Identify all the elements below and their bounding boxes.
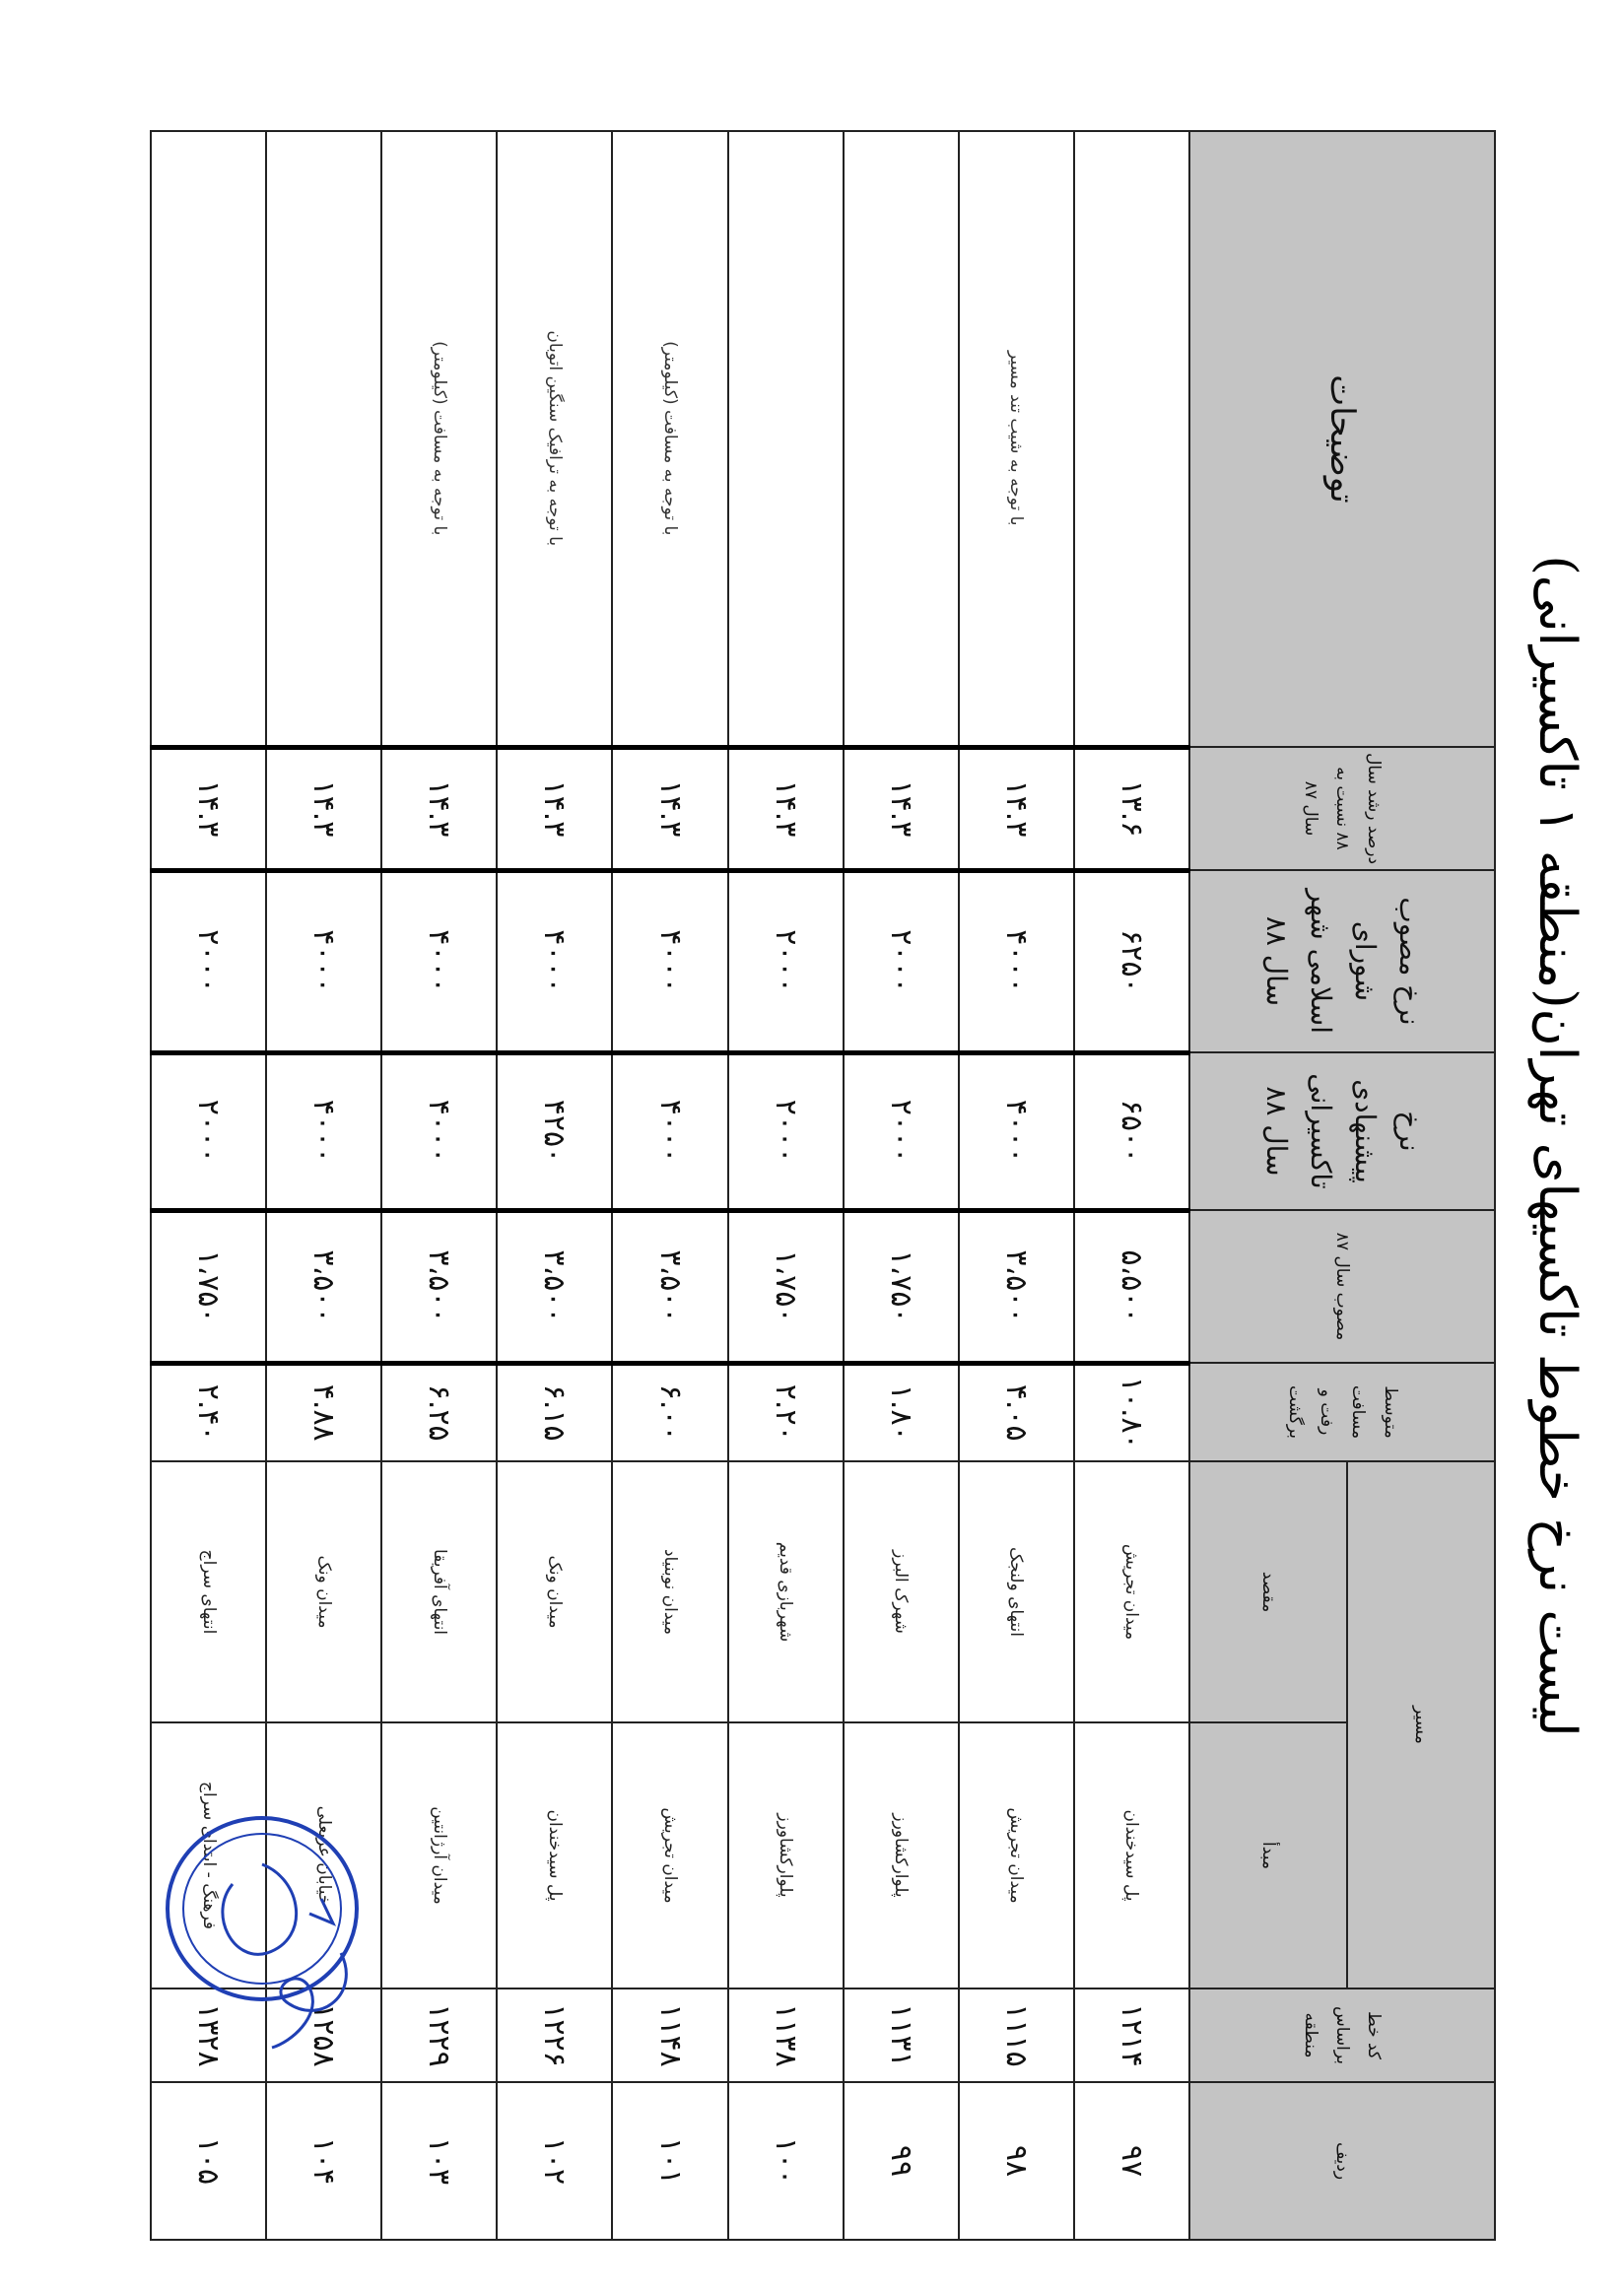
cell-line-code: ۱۲۱۴ xyxy=(1074,1989,1189,2082)
cell-growth: ۱۴.۳ xyxy=(151,747,266,870)
table-row xyxy=(959,131,1074,2240)
cell-growth: ۱۴.۳ xyxy=(728,747,844,870)
cell-growth: ۱۴.۳ xyxy=(844,747,959,870)
cell-row-no: ۱۰۱ xyxy=(612,2082,727,2240)
header-line-code: کد خط براساس منطقه xyxy=(1189,1989,1495,2082)
cell-notes xyxy=(151,131,266,747)
cell-growth: ۱۴.۳ xyxy=(381,747,497,870)
cell-avg-distance: ۶.۲۵ xyxy=(381,1363,497,1461)
cell-notes xyxy=(266,131,381,747)
table-row xyxy=(728,131,844,2240)
cell-avg-distance: ۱۰.۸۰ xyxy=(1074,1363,1189,1461)
cell-council-88: ۲۰۰۰ xyxy=(151,870,266,1052)
cell-row-no: ۱۰۰ xyxy=(728,2082,844,2240)
cell-council-88: ۶۲۵۰ xyxy=(1074,870,1189,1052)
cell-notes xyxy=(728,131,844,747)
cell-approved-87: ۳،۵۰۰ xyxy=(266,1210,381,1363)
cell-row-no: ۹۸ xyxy=(959,2082,1074,2240)
header-proposed-88: نرخ پیشنهادی تاکسیرانی سال ۸۸ xyxy=(1189,1052,1495,1210)
cell-destination: میدان نوبنیاد xyxy=(612,1461,727,1722)
council-seal-stamp xyxy=(154,1805,380,2052)
table-row xyxy=(612,131,727,2240)
cell-council-88: ۲۰۰۰ xyxy=(728,870,844,1052)
cell-growth: ۱۳.۶ xyxy=(1074,747,1189,870)
cell-origin: میدان آرژانتین xyxy=(381,1722,497,1989)
cell-notes xyxy=(1074,131,1189,747)
header-row-no: ردیف xyxy=(1189,2082,1495,2240)
cell-destination: انتهای سراج xyxy=(151,1461,266,1722)
cell-avg-distance: ۱.۸۰ xyxy=(844,1363,959,1461)
cell-approved-87: ۳،۵۰۰ xyxy=(497,1210,612,1363)
cell-row-no: ۹۹ xyxy=(844,2082,959,2240)
cell-growth: ۱۴.۳ xyxy=(612,747,727,870)
cell-council-88: ۴۰۰۰ xyxy=(959,870,1074,1052)
cell-destination: انتهای آفریقا xyxy=(381,1461,497,1722)
cell-notes: با توجه به شیب تند مسیر xyxy=(959,131,1074,747)
header-route: مسیر xyxy=(1347,1461,1495,1989)
cell-destination: میدان تجریش xyxy=(1074,1461,1189,1722)
cell-avg-distance: ۲.۲۰ xyxy=(728,1363,844,1461)
cell-row-no: ۹۷ xyxy=(1074,2082,1189,2240)
cell-line-code: ۱۲۲۹ xyxy=(381,1989,497,2082)
cell-proposed-88: ۲۰۰۰ xyxy=(728,1052,844,1210)
header-origin: مبدأ xyxy=(1189,1722,1347,1989)
cell-origin: پلوارکشاورز xyxy=(728,1722,844,1989)
cell-approved-87: ۱،۷۵۰ xyxy=(844,1210,959,1363)
table-row xyxy=(381,131,497,2240)
header-notes: توضیحات xyxy=(1189,131,1495,747)
cell-notes xyxy=(844,131,959,747)
cell-council-88: ۲۰۰۰ xyxy=(844,870,959,1052)
cell-avg-distance: ۶.۱۵ xyxy=(497,1363,612,1461)
cell-proposed-88: ۲۰۰۰ xyxy=(844,1052,959,1210)
cell-row-no: ۱۰۵ xyxy=(151,2082,266,2240)
header-approved-87: مصوب سال ۸۷ xyxy=(1189,1210,1495,1363)
table-row xyxy=(497,131,612,2240)
cell-proposed-88: ۴۰۰۰ xyxy=(266,1052,381,1210)
cell-destination: انتهای ولنجک xyxy=(959,1461,1074,1722)
cell-destination: میدان ونک xyxy=(266,1461,381,1722)
cell-destination: شهربازی قدیم xyxy=(728,1461,844,1722)
table-row xyxy=(844,131,959,2240)
cell-proposed-88: ۴۰۰۰ xyxy=(959,1052,1074,1210)
cell-proposed-88: ۶۵۰۰ xyxy=(1074,1052,1189,1210)
cell-approved-87: ۳،۵۰۰ xyxy=(381,1210,497,1363)
cell-origin: میدان تجریش xyxy=(612,1722,727,1989)
cell-destination: شهرک البرز xyxy=(844,1461,959,1722)
cell-approved-87: ۳،۵۰۰ xyxy=(959,1210,1074,1363)
cell-origin: پلوارکشاورز xyxy=(844,1722,959,1989)
cell-growth: ۱۴.۳ xyxy=(959,747,1074,870)
cell-avg-distance: ۴.۰۵ xyxy=(959,1363,1074,1461)
cell-proposed-88: ۴۰۰۰ xyxy=(612,1052,727,1210)
cell-approved-87: ۱،۷۵۰ xyxy=(728,1210,844,1363)
header-destination: مقصد xyxy=(1189,1461,1347,1722)
cell-notes: با توجه به مسافت (کیلومتر) xyxy=(381,131,497,747)
cell-approved-87: ۵،۵۰۰ xyxy=(1074,1210,1189,1363)
cell-avg-distance: ۶.۰۰ xyxy=(612,1363,727,1461)
header-row-1 xyxy=(1347,131,1495,2240)
cell-approved-87: ۱،۷۵۰ xyxy=(151,1210,266,1363)
cell-council-88: ۴۰۰۰ xyxy=(266,870,381,1052)
cell-growth: ۱۴.۳ xyxy=(266,747,381,870)
cell-line-code: ۱۱۱۵ xyxy=(959,1989,1074,2082)
cell-avg-distance: ۲.۴۰ xyxy=(151,1363,266,1461)
cell-approved-87: ۳،۵۰۰ xyxy=(612,1210,727,1363)
cell-line-code: ۱۳۲۸ xyxy=(151,1989,266,2082)
cell-proposed-88: ۴۰۰۰ xyxy=(381,1052,497,1210)
cell-proposed-88: ۲۰۰۰ xyxy=(151,1052,266,1210)
cell-line-code: ۱۱۳۸ xyxy=(728,1989,844,2082)
header-growth: درصد رشد سال ۸۸ نسبت به سال ۸۷ xyxy=(1189,747,1495,870)
table-row xyxy=(1074,131,1189,2240)
cell-row-no: ۱۰۲ xyxy=(497,2082,612,2240)
cell-origin: پل سیدخندان xyxy=(1074,1722,1189,1989)
cell-avg-distance: ۴.۸۸ xyxy=(266,1363,381,1461)
cell-growth: ۱۴.۳ xyxy=(497,747,612,870)
cell-line-code: ۱۲۵۸ xyxy=(266,1989,381,2082)
cell-council-88: ۴۰۰۰ xyxy=(612,870,727,1052)
cell-line-code: ۱۲۲۶ xyxy=(497,1989,612,2082)
cell-council-88: ۴۰۰۰ xyxy=(381,870,497,1052)
cell-council-88: ۴۰۰۰ xyxy=(497,870,612,1052)
cell-origin: پل سیدخندان xyxy=(497,1722,612,1989)
cell-destination: میدان ونک xyxy=(497,1461,612,1722)
cell-row-no: ۱۰۴ xyxy=(266,2082,381,2240)
header-council-88: نرخ مصوب شورای اسلامی شهر سال ۸۸ xyxy=(1189,870,1495,1052)
cell-origin: میدان تجریش xyxy=(959,1722,1074,1989)
header-avg-distance: متوسط مسافت رفت و برگشت xyxy=(1189,1363,1495,1461)
cell-notes: با توجه به ترافیک سنگین اتوبان xyxy=(497,131,612,747)
page-title: لیست نرخ خطوط تاکسیهای تهران(منطقه ۱ تاکسیرانی) xyxy=(1527,555,1587,1737)
cell-proposed-88: ۴۲۵۰ xyxy=(497,1052,612,1210)
cell-notes: با توجه به مسافت (کیلومتر) xyxy=(612,131,727,747)
cell-line-code: ۱۱۳۱ xyxy=(844,1989,959,2082)
cell-origin: خیابان عربعلی xyxy=(266,1722,381,1989)
cell-row-no: ۱۰۳ xyxy=(381,2082,497,2240)
cell-origin: فرهنگ - ابتدای سراج xyxy=(151,1722,266,1989)
cell-line-code: ۱۱۴۸ xyxy=(612,1989,727,2082)
